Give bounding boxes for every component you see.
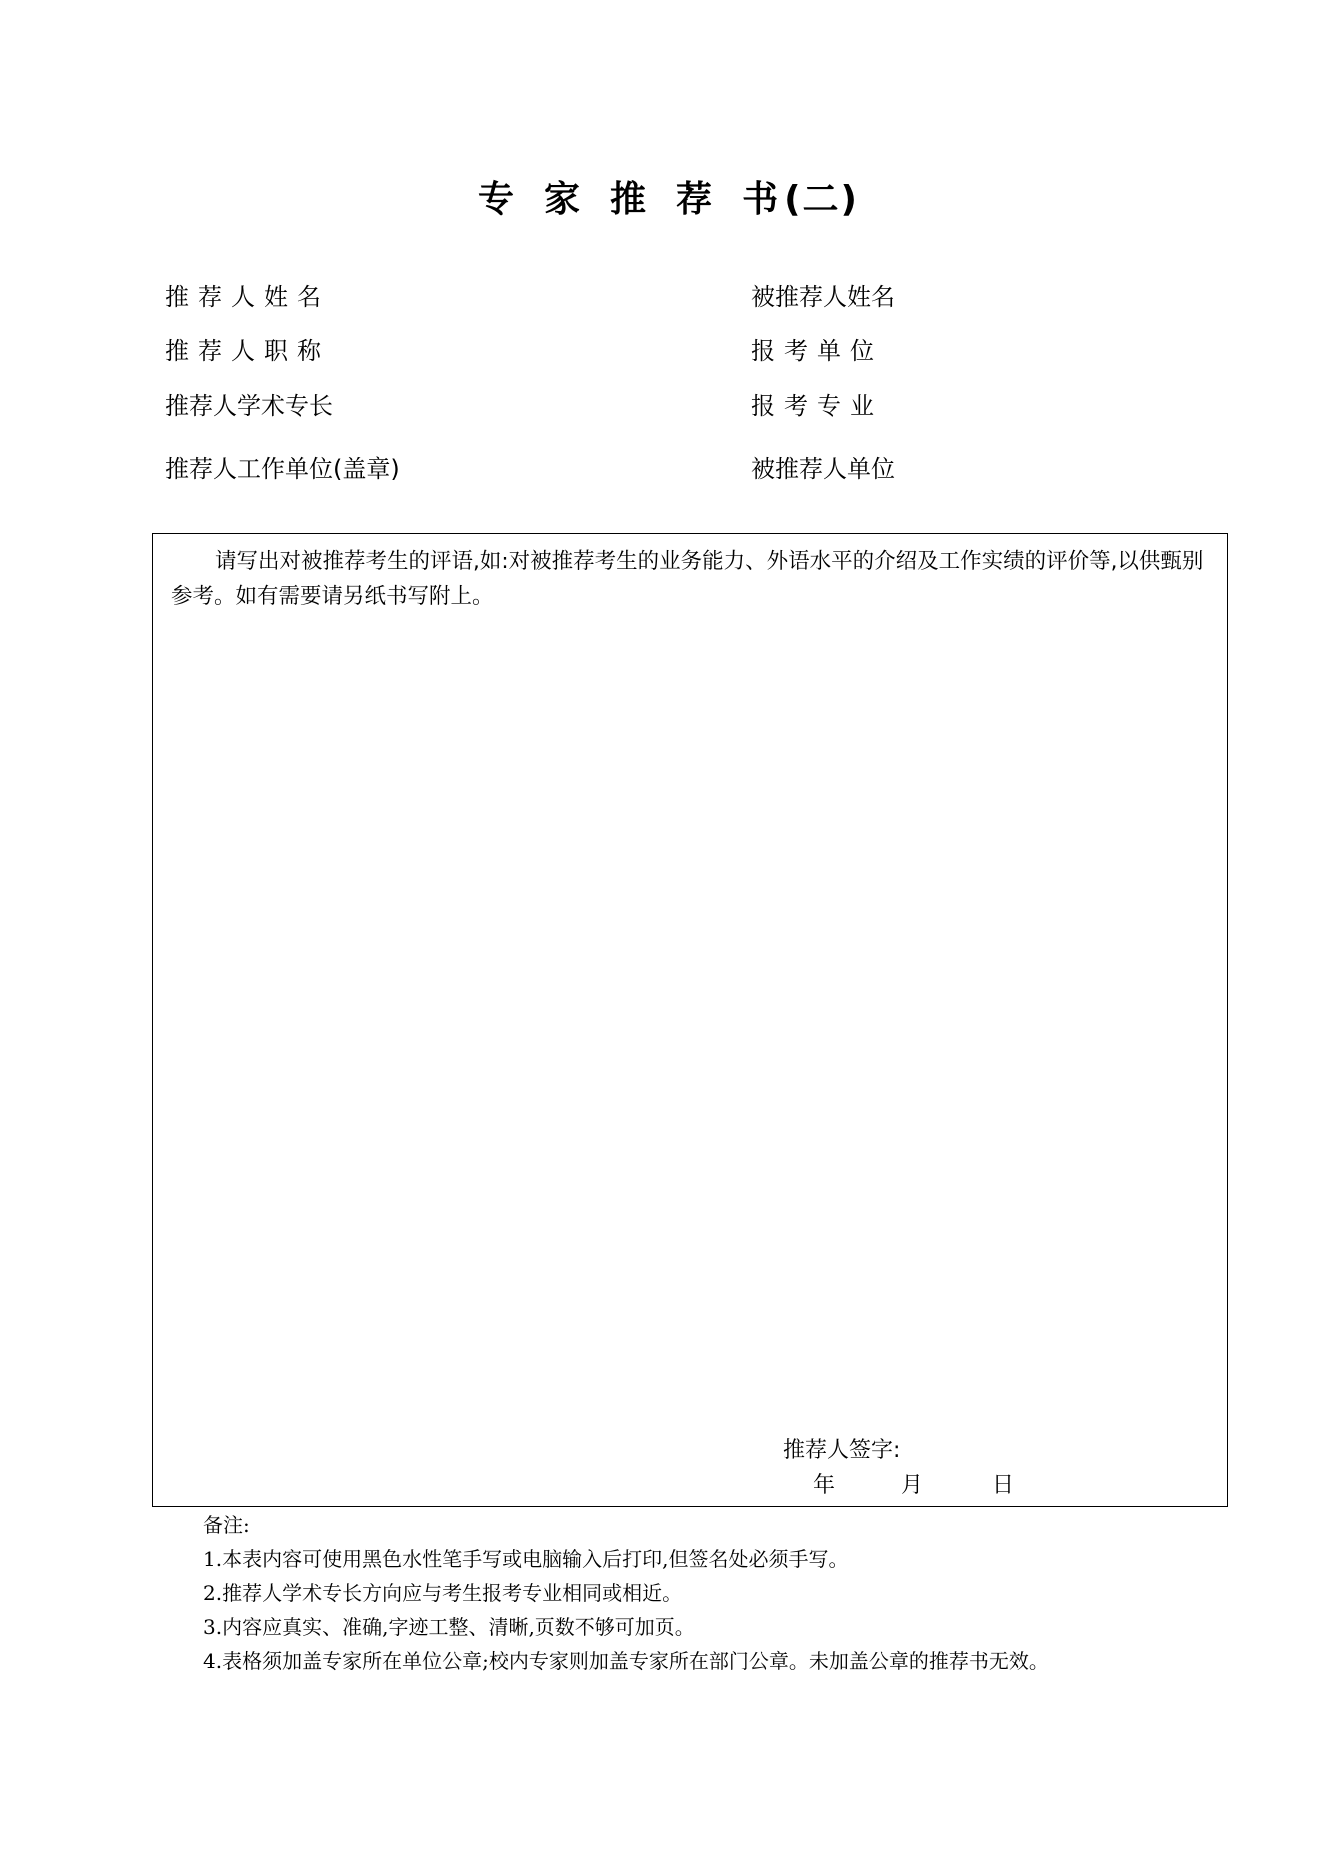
note-item: 2.推荐人学术专长方向应与考生报考专业相同或相近。 [203, 1581, 683, 1605]
page-title [0, 178, 1323, 222]
field-candidate-unit: 被推荐人单位 [751, 455, 895, 483]
field-recommender-name: 推荐人姓名 [165, 283, 330, 311]
field-candidate-name: 被推荐人姓名 [751, 283, 895, 311]
field-applied-unit: 报考单位 [751, 337, 883, 365]
title-char: 专 [478, 179, 517, 220]
notes-section [203, 1508, 1049, 1678]
title-char: 书 [742, 179, 781, 220]
title-char: 荐 [676, 179, 715, 220]
note-item: 4.表格须加盖专家所在单位公章;校内专家则加盖专家所在部门公章。未加盖公章的推荐书无效。 [203, 1649, 1049, 1673]
notes-heading: 备注: [203, 1513, 250, 1537]
title-char: 家 [544, 179, 583, 220]
date-day-label: 日 [992, 1473, 1015, 1498]
field-applied-major: 报考专业 [751, 392, 883, 420]
title-suffix: (二) [784, 179, 859, 220]
note-item: 1.本表内容可使用黑色水性笔手写或电脑输入后打印,但签名处必须手写。 [203, 1547, 849, 1571]
field-recommender-expertise: 推荐人学术专长 [165, 392, 333, 420]
date-month-label: 月 [901, 1473, 924, 1498]
field-recommender-title: 推荐人职称 [165, 337, 330, 365]
comment-instruction: 请写出对被推荐考生的评语,如:对被推荐考生的业务能力、外语水平的介绍及工作实绩的评价等,以供甄别参考。如有需要请另纸书写附上。 [171, 549, 1204, 609]
title-char: 推 [610, 179, 649, 220]
comment-box[interactable] [152, 533, 1228, 1507]
date-year-label: 年 [813, 1473, 836, 1498]
signature-label: 推荐人签字: [783, 1438, 901, 1463]
note-item: 3.内容应真实、准确,字迹工整、清晰,页数不够可加页。 [203, 1615, 695, 1639]
field-recommender-workplace: 推荐人工作单位(盖章) [165, 455, 400, 483]
